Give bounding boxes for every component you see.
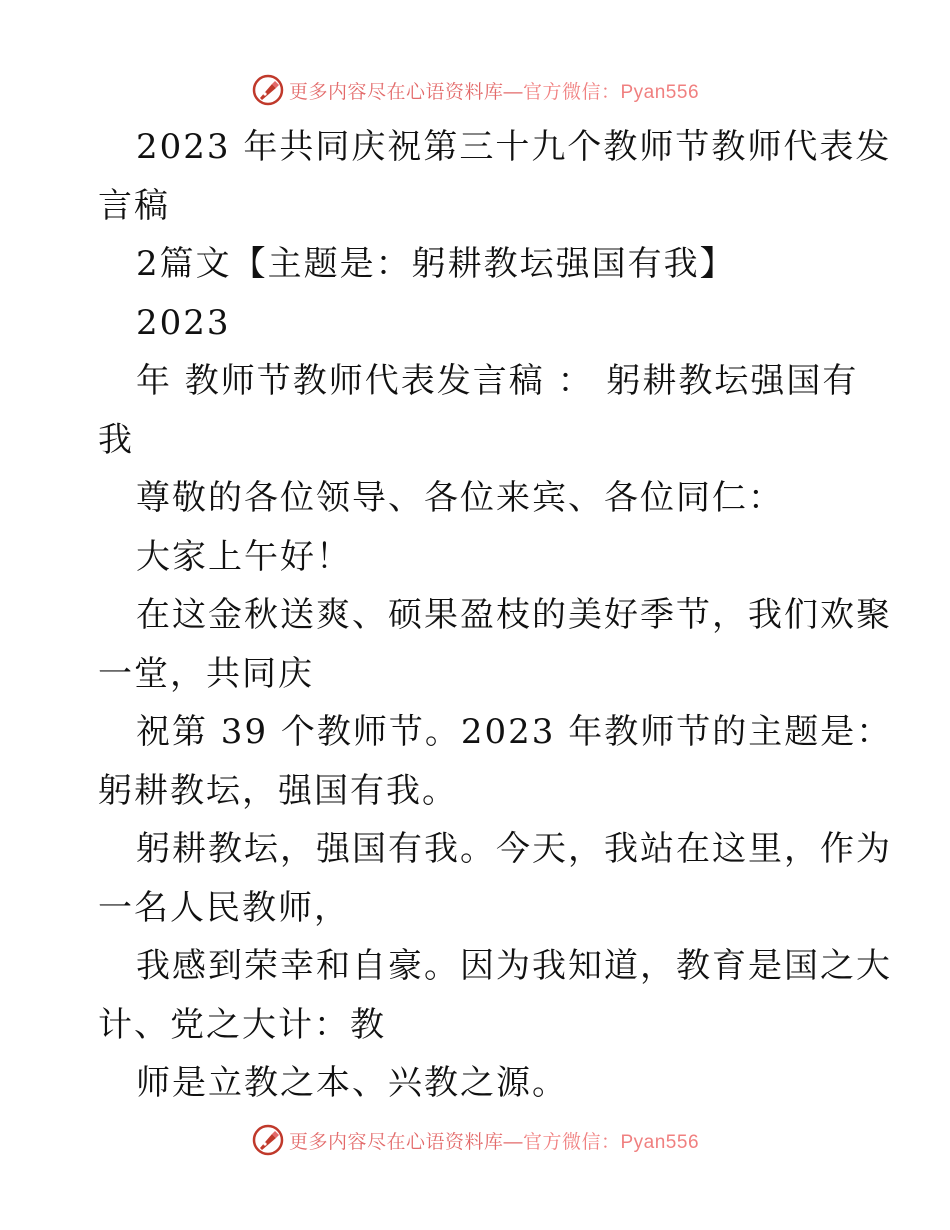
text-line: 大家上午好！: [136, 536, 352, 577]
text-line: 尊敬的各位领导、各位来宾、各位同仁：: [136, 478, 784, 518]
text-line: 2023 年共同庆祝第三十九个教师节教师代表发: [136, 127, 892, 167]
text-line: 在这金秋送爽、硕果盈枝的美好季节，我们欢聚: [136, 595, 892, 635]
text-line: 师是立教之本、兴教之源。: [136, 1063, 568, 1103]
watermark-brand: [251, 73, 699, 107]
page-footer: [0, 1120, 950, 1160]
text-line: 2023: [136, 302, 231, 343]
pen-nib-logo-icon: [251, 73, 285, 107]
watermark-brand-text: 更多内容尽在心语资料库: [288, 1131, 504, 1153]
watermark-brand: [251, 1123, 699, 1157]
text-line: 计、党之大计：教: [98, 1004, 386, 1045]
pen-nib-logo-icon: [251, 1123, 285, 1157]
watermark-wechat: 官方微信：Pyan556: [523, 1131, 700, 1153]
watermark-dash: —: [503, 81, 523, 103]
document-body: [98, 118, 893, 1113]
text-line: 言稿: [98, 185, 170, 226]
page-header: [0, 70, 950, 110]
text-line: 一堂，共同庆: [98, 653, 314, 694]
text-line: 我: [98, 419, 134, 460]
text-line: 我感到荣幸和自豪。因为我知道，教育是国之大: [136, 946, 892, 986]
text-line: 2篇文【主题是：躬耕教坛强国有我】: [136, 244, 736, 284]
watermark-wechat: 官方微信：Pyan556: [523, 81, 700, 103]
watermark-dash: —: [503, 1131, 523, 1153]
text-line: 躬耕教坛，强国有我。今天，我站在这里，作为: [136, 829, 892, 869]
text-line: 祝第 39 个教师节。2023 年教师节的主题是：: [136, 712, 893, 752]
text-line: 一名人民教师，: [98, 887, 350, 928]
text-line: 年 教师节教师代表发言稿 ： 躬耕教坛强国有: [136, 361, 859, 401]
text-line: 躬耕教坛，强国有我。: [98, 770, 458, 811]
watermark-brand-text: 更多内容尽在心语资料库: [288, 81, 504, 103]
